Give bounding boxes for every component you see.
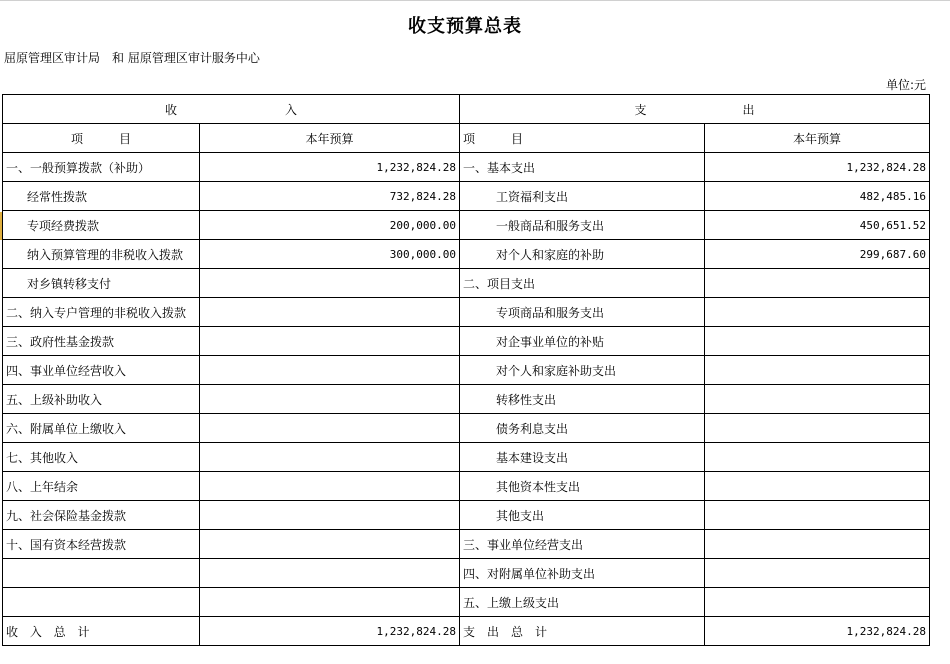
table-row [3, 385, 930, 414]
expense-value-cell[interactable] [705, 385, 930, 414]
expense-label-cell[interactable]: 一般商品和服务支出 [460, 211, 705, 240]
expense-label-cell[interactable]: 四、对附属单位补助支出 [460, 559, 705, 588]
expense-value-cell[interactable] [705, 530, 930, 559]
income-label-cell[interactable]: 五、上级补助收入 [3, 385, 200, 414]
expense-value-cell[interactable]: 482,485.16 [705, 182, 930, 211]
income-value-cell[interactable] [200, 356, 460, 385]
expense-value-cell[interactable] [705, 269, 930, 298]
income-label-cell[interactable]: 三、政府性基金拨款 [3, 327, 200, 356]
income-label-cell[interactable]: 九、社会保险基金拨款 [3, 501, 200, 530]
table-row [3, 182, 930, 211]
header-row-sections [3, 95, 930, 124]
table-row [3, 414, 930, 443]
income-value-cell[interactable]: 1,232,824.28 [200, 153, 460, 182]
expense-value-cell[interactable] [705, 443, 930, 472]
income-item-header-cell[interactable]: 项 目 [3, 124, 200, 153]
table-row [3, 153, 930, 182]
expense-label-cell[interactable]: 基本建设支出 [460, 443, 705, 472]
income-label-cell[interactable]: 纳入预算管理的非税收入拨款 [3, 240, 200, 269]
unit-label: 单位:元 [885, 78, 926, 92]
income-value-cell[interactable] [200, 472, 460, 501]
income-budget-header-cell[interactable]: 本年预算 [200, 124, 460, 153]
expense-value-cell[interactable] [705, 414, 930, 443]
page-title: 收支预算总表 [408, 16, 522, 37]
income-label-cell[interactable]: 六、附属单位上缴收入 [3, 414, 200, 443]
income-label-cell[interactable]: 一、一般预算拨款（补助） [3, 153, 200, 182]
expense-value-cell[interactable] [705, 327, 930, 356]
income-label-cell[interactable]: 对乡镇转移支付 [3, 269, 200, 298]
expense-value-cell[interactable] [705, 501, 930, 530]
expense-value-cell[interactable] [705, 472, 930, 501]
top-gridline [0, 0, 950, 1]
table-row [3, 298, 930, 327]
expense-label-cell[interactable]: 对个人和家庭补助支出 [460, 356, 705, 385]
table-row [3, 472, 930, 501]
income-total-value-cell[interactable]: 1,232,824.28 [200, 617, 460, 646]
expense-label-cell[interactable]: 专项商品和服务支出 [460, 298, 705, 327]
expense-label-cell[interactable]: 五、上缴上级支出 [460, 588, 705, 617]
expense-value-cell[interactable]: 299,687.60 [705, 240, 930, 269]
expense-value-cell[interactable] [705, 356, 930, 385]
income-label-cell[interactable]: 经常性拨款 [3, 182, 200, 211]
income-value-cell[interactable]: 732,824.28 [200, 182, 460, 211]
income-label-cell[interactable] [3, 588, 200, 617]
income-value-cell[interactable] [200, 269, 460, 298]
income-header-cell[interactable]: 收 入 [3, 95, 460, 124]
table-row [3, 327, 930, 356]
expense-label-cell[interactable]: 其他支出 [460, 501, 705, 530]
income-value-cell[interactable] [200, 530, 460, 559]
income-value-cell[interactable]: 300,000.00 [200, 240, 460, 269]
income-total-label-cell[interactable]: 收 入 总 计 [3, 617, 200, 646]
expense-header-cell[interactable]: 支 出 [460, 95, 930, 124]
expense-label-cell[interactable]: 转移性支出 [460, 385, 705, 414]
table-row [3, 501, 930, 530]
expense-label-cell[interactable]: 其他资本性支出 [460, 472, 705, 501]
table-row [3, 559, 930, 588]
table-row [3, 269, 930, 298]
expense-value-cell[interactable] [705, 559, 930, 588]
income-value-cell[interactable] [200, 588, 460, 617]
table-row [3, 211, 930, 240]
expense-label-cell[interactable]: 三、事业单位经营支出 [460, 530, 705, 559]
expense-label-cell[interactable]: 二、项目支出 [460, 269, 705, 298]
income-value-cell[interactable] [200, 385, 460, 414]
table-row [3, 588, 930, 617]
income-value-cell[interactable]: 200,000.00 [200, 211, 460, 240]
income-label-cell[interactable] [3, 559, 200, 588]
organization-name: 屈原管理区审计局 和 屈原管理区审计服务中心 [4, 51, 260, 65]
income-value-cell[interactable] [200, 443, 460, 472]
expense-item-header-cell[interactable]: 项 目 [460, 124, 705, 153]
expense-value-cell[interactable]: 1,232,824.28 [705, 153, 930, 182]
income-label-cell[interactable]: 十、国有资本经营拨款 [3, 530, 200, 559]
expense-label-cell[interactable]: 对企事业单位的补贴 [460, 327, 705, 356]
table-row [3, 356, 930, 385]
expense-label-cell[interactable]: 工资福利支出 [460, 182, 705, 211]
income-value-cell[interactable] [200, 559, 460, 588]
header-row-columns [3, 124, 930, 153]
totals-row [3, 617, 930, 646]
income-label-cell[interactable]: 八、上年结余 [3, 472, 200, 501]
income-value-cell[interactable] [200, 327, 460, 356]
income-label-cell[interactable]: 七、其他收入 [3, 443, 200, 472]
expense-value-cell[interactable] [705, 588, 930, 617]
income-label-cell[interactable]: 四、事业单位经营收入 [3, 356, 200, 385]
income-label-cell[interactable]: 专项经费拨款 [3, 211, 200, 240]
budget-table [2, 94, 930, 646]
income-value-cell[interactable] [200, 414, 460, 443]
expense-label-cell[interactable]: 债务利息支出 [460, 414, 705, 443]
income-value-cell[interactable] [200, 501, 460, 530]
expense-value-cell[interactable] [705, 298, 930, 327]
expense-total-value-cell[interactable]: 1,232,824.28 [705, 617, 930, 646]
income-label-cell[interactable]: 二、纳入专户管理的非税收入拨款 [3, 298, 200, 327]
income-value-cell[interactable] [200, 298, 460, 327]
expense-total-label-cell[interactable]: 支 出 总 计 [460, 617, 705, 646]
table-row [3, 240, 930, 269]
expense-label-cell[interactable]: 一、基本支出 [460, 153, 705, 182]
expense-value-cell[interactable]: 450,651.52 [705, 211, 930, 240]
expense-budget-header-cell[interactable]: 本年预算 [705, 124, 930, 153]
table-row [3, 530, 930, 559]
table-row [3, 443, 930, 472]
expense-label-cell[interactable]: 对个人和家庭的补助 [460, 240, 705, 269]
